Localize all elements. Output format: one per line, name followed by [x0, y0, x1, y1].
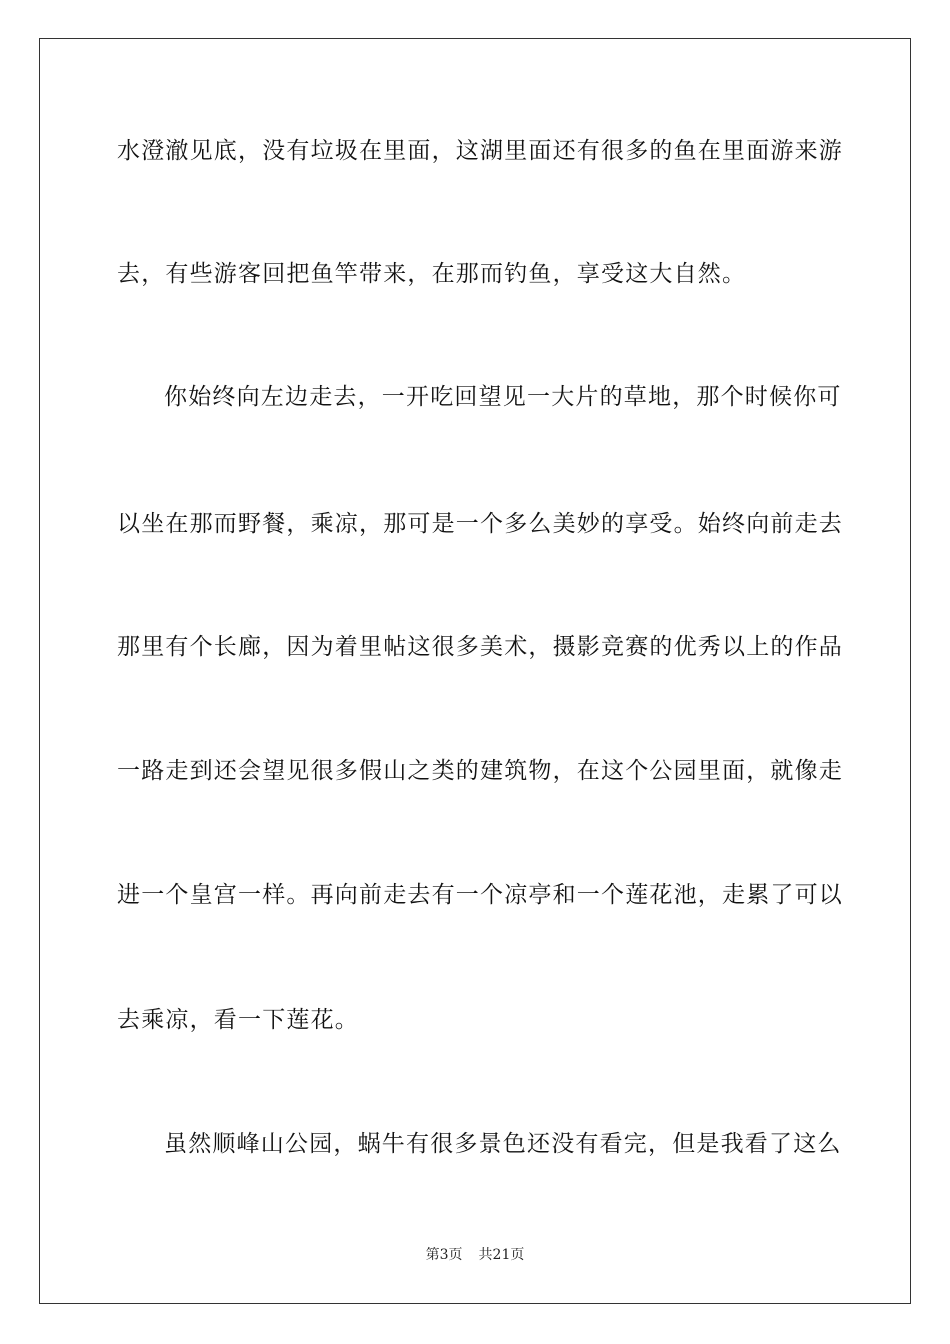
body-text-line-7: 进一个皇宫一样。再向前走去有一个凉亭和一个莲花池，走累了可以: [117, 882, 843, 908]
body-text-line-2: 去，有些游客回把鱼竿带来，在那而钓鱼，享受这大自然。: [117, 261, 747, 287]
body-text-line-5: 那里有个长廊，因为着里帖这很多美术，摄影竞赛的优秀以上的作品: [117, 634, 843, 660]
body-text-line-1: 水澄澈见底，没有垃圾在里面，这湖里面还有很多的鱼在里面游来游: [117, 138, 843, 164]
page-total: 共21页: [478, 1247, 525, 1263]
page-footer: [0, 1246, 950, 1264]
body-text-line-9: 虽然顺峰山公园，蜗牛有很多景色还没有看完，但是我看了这么: [164, 1131, 842, 1157]
body-text-line-6: 一路走到还会望见很多假山之类的建筑物，在这个公园里面，就像走: [117, 758, 843, 784]
page-border: [39, 38, 911, 1304]
page-number: 第3页: [425, 1247, 463, 1263]
body-text-line-4: 以坐在那而野餐，乘凉，那可是一个多么美妙的享受。始终向前走去: [117, 511, 843, 537]
body-text-line-8: 去乘凉，看一下莲花。: [117, 1007, 359, 1033]
body-text-line-3: 你始终向左边走去，一开吃回望见一大片的草地，那个时候你可: [164, 384, 842, 410]
